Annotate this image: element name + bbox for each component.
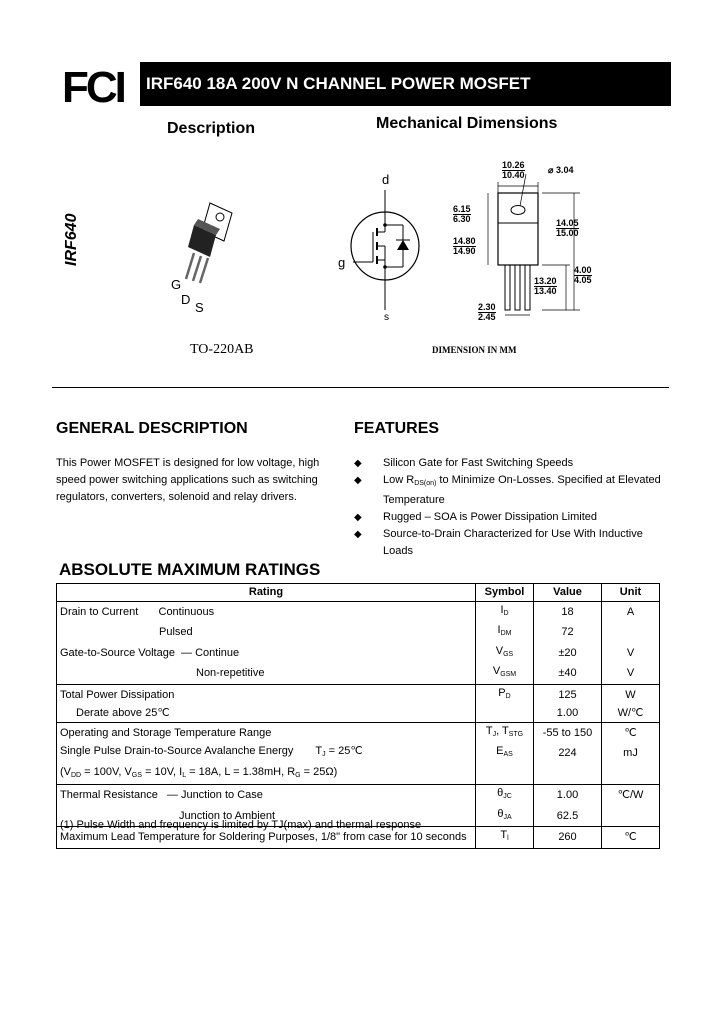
table-row: Maximum Lead Temperature for Soldering Purposes, 1/8" from case for 10 seconds $T_l$ 260 ℃: [57, 827, 660, 849]
section-divider: [52, 387, 669, 388]
ratings-heading: ABSOLUTE MAXIMUM RATINGS: [59, 560, 321, 579]
svg-text:IRF640: IRF640: [63, 213, 80, 266]
schematic-drain-label: d: [382, 172, 390, 187]
feature-item: ◆ Low $R_{DS(on)}$ to Minimize On-Losses. Specified at Elevated Temperature: [354, 474, 661, 506]
footnote: (1) Pulse Width and frequency is limited by TJ(max) and thermal response: [60, 819, 422, 831]
dim-body: 14.80 14.90: [453, 236, 476, 256]
table-row: ($V_{DD} = 100V$, $V_{GS} = 10V$, $I_L = 18A$, L = 1.38mH, $R_G = 25\Omega$): [57, 764, 660, 785]
schematic-source-label: s: [384, 312, 389, 323]
pin-s-label: S: [195, 300, 204, 315]
diamond-bullet-icon: ◆: [354, 458, 362, 469]
general-description-heading: GENERAL DESCRIPTION: [56, 420, 248, 437]
table-row: Total Power Dissipation $P_D$ 125 W: [57, 684, 660, 705]
feature-item: ◆ Silicon Gate for Fast Switching Speeds: [354, 455, 674, 472]
document-title: IRF640 18A 200V N CHANNEL POWER MOSFET: [140, 62, 671, 106]
dim-tab: 6.15 6.30: [453, 204, 471, 224]
features-heading: FEATURES: [354, 420, 440, 437]
pin-g-label: G: [171, 277, 182, 292]
diameter-icon: ⌀: [548, 165, 554, 175]
package-name: TO-220AB: [190, 342, 254, 357]
dim-pitch: 2.30 2.45: [478, 302, 496, 322]
table-row: Non-repetitive $V_{GSM}$ ±40 V: [57, 663, 660, 684]
description-heading: Description: [167, 120, 256, 137]
table-row: Single Pulse Drain-to-Source Avalanche Energy $T_J$ = 25℃ $E_{AS}$ 224 mJ: [57, 743, 660, 764]
feature-item: ◆ Source-to-Drain Characterized for Use With Inductive Loads: [354, 528, 643, 557]
to220-package-illustration: [180, 195, 240, 285]
absolute-maximum-ratings-table: [56, 583, 660, 849]
dim-hole: ⌀ 3.04: [548, 165, 574, 175]
svg-text:FCI: FCI: [62, 64, 124, 106]
table-row: Drain to Current Continuous $I_D$ 18 A: [57, 601, 660, 622]
mechanical-dimensions-heading: Mechanical Dimensions: [376, 115, 558, 132]
table-row: Gate-to-Source Voltage — Continue $V_{GS}$ ±20 V: [57, 643, 660, 664]
dimension-note: DIMENSION IN MM: [432, 345, 517, 355]
table-row: Pulsed $I_{DM}$ 72: [57, 622, 660, 643]
diamond-bullet-icon: ◆: [354, 475, 362, 486]
dim-right: 4.00 4.05: [574, 265, 592, 285]
table-row: Thermal Resistance — Junction to Case $\theta_{JC}$ 1.00 ℃/W: [57, 785, 660, 806]
pin-d-label: D: [181, 292, 191, 307]
dim-width: 10.26 10.40: [502, 160, 525, 180]
mechanical-outline-drawing: [470, 160, 600, 325]
part-number-vertical: [50, 200, 90, 270]
dim-lead-length: 13.20 13.40: [534, 276, 557, 296]
features-list: [354, 455, 674, 560]
feature-item: ◆ Rugged – SOA is Power Dissipation Limited: [354, 509, 674, 526]
table-header-row: Rating Symbol Value Unit: [57, 584, 660, 602]
diamond-bullet-icon: ◆: [354, 512, 362, 523]
schematic-gate-label: g: [338, 255, 346, 270]
table-row: Junction to Ambient $\theta_{JA}$ 62.5: [57, 806, 660, 827]
mosfet-schematic-symbol: [335, 170, 425, 325]
fci-logo: [62, 64, 132, 106]
diamond-bullet-icon: ◆: [354, 529, 362, 540]
table-row: Derate above 25℃ 1.00 W/℃: [57, 705, 660, 722]
general-description-text: This Power MOSFET is designed for low voltage, high speed power switching applications such as switching regulators, converters, solenoid and relay drivers.: [56, 457, 320, 503]
dim-total-height: 14.05 15.00: [556, 218, 579, 238]
table-row: Operating and Storage Temperature Range $T_J$, $T_{STG}$ -55 to 150 ℃: [57, 722, 660, 743]
